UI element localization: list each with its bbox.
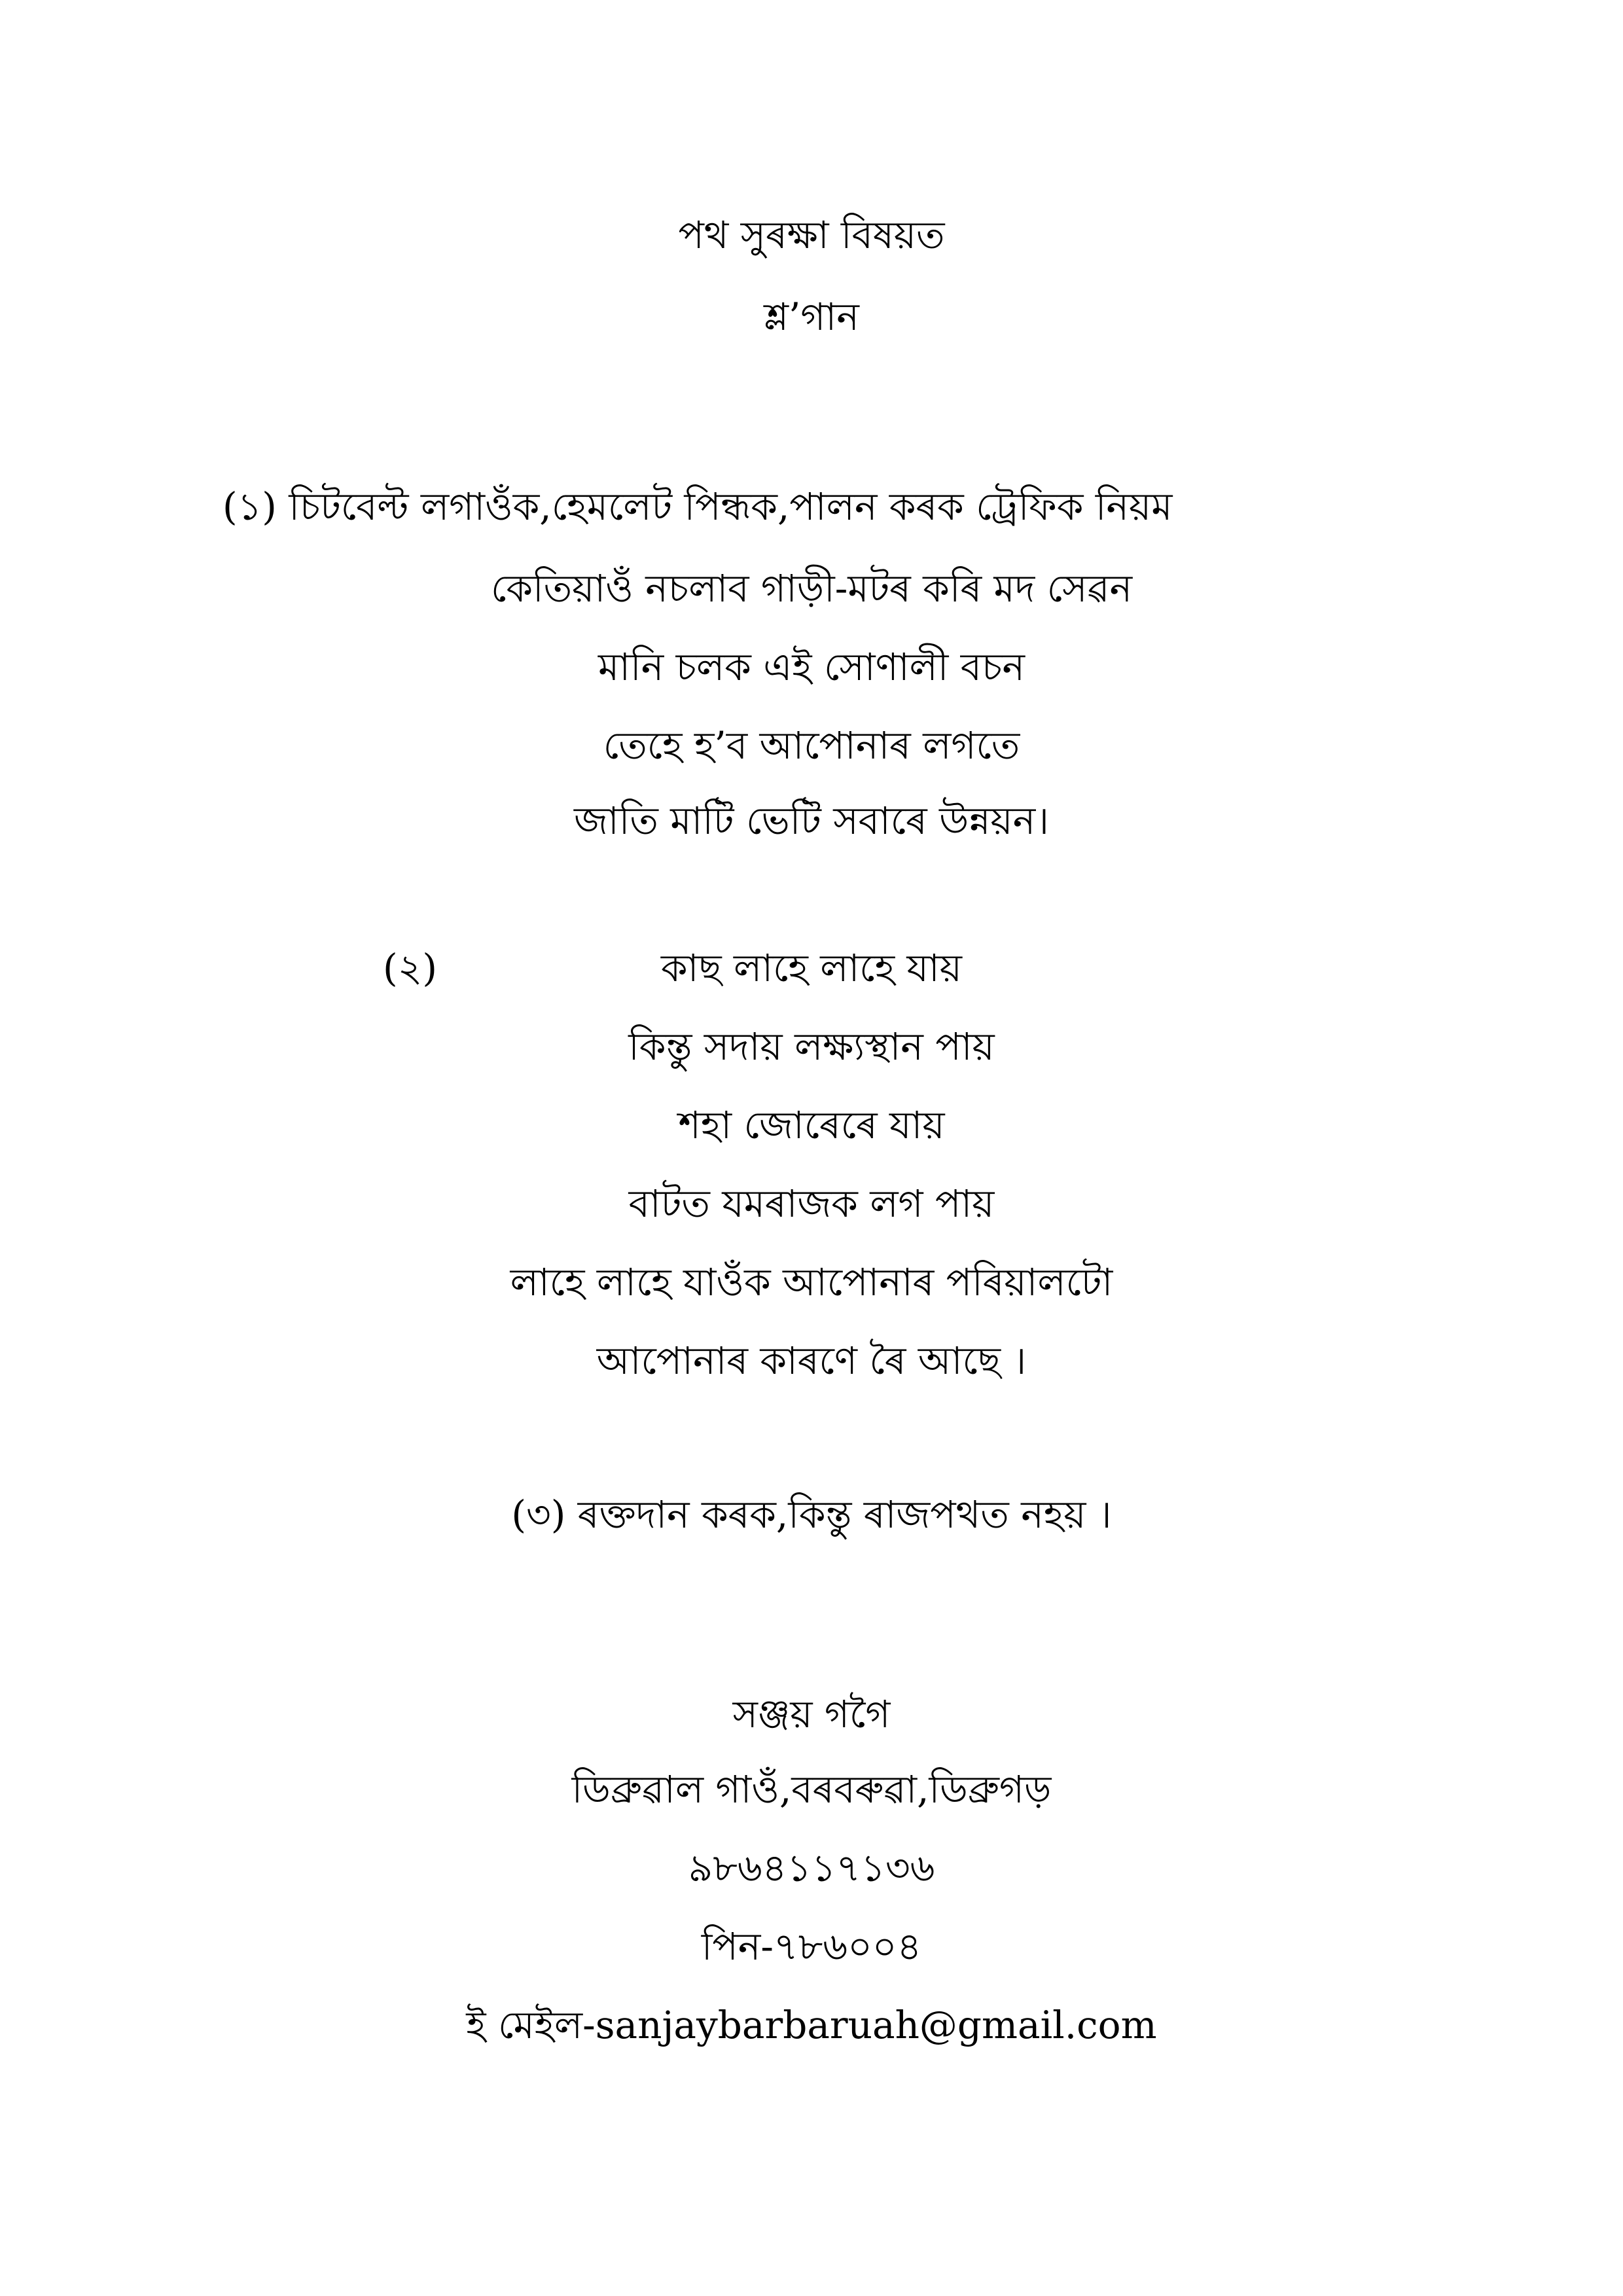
slogan-1-line-3: মানি চলক এই সোণালী বচন [598,645,1025,689]
slogan-2-line-1: কাছ লাহে লাহে যায় [661,946,962,990]
author-phone: ৯৮৬৪১১৭১৩৬ [688,1846,935,1890]
slogan-2-line-5: লাহে লাহে যাওঁক আপোনাৰ পৰিয়ালটো [510,1260,1113,1304]
slogan-2-line-6: আপোনাৰ কাৰণে ৰৈ আছে । [596,1338,1027,1383]
slogan-1-line-2: কেতিয়াওঁ নচলাব গাড়ী-মটৰ কৰি মদ সেৱন [490,566,1133,611]
author-name: সঞ্জয় গগৈ [732,1692,891,1736]
page-subtitle: শ্ল’গান [764,295,859,339]
author-email: ই মেইল-sanjaybarbaruah@gmail.com [466,2003,1157,2047]
slogan-1-number: (১) [223,484,277,529]
slogan-3: (৩) ৰক্তদান কৰক,কিন্তু ৰাজপথত নহয় । [511,1492,1112,1537]
slogan-1-line-1 [223,484,1173,529]
page-title: পথ সুৰক্ষা বিষয়ত [678,213,945,257]
author-pin: পিন-৭৮৬০০৪ [701,1924,922,1969]
slogan-2-line-3: শহা জোৰেৰে যায় [678,1103,945,1147]
slogan-2-number: (২) [383,946,437,990]
slogan-1-line-4: তেহে হ’ব আপোনাৰ লগতে [603,723,1020,768]
slogan-2-line-2: কিন্তু সদায় লক্ষ্যস্থান পায় [628,1024,995,1069]
author-address: ডিব্রুৱাল গাওঁ,বৰবৰুৱা,ডিব্রুগড় [571,1767,1052,1812]
slogan-1-line-5: জাতি মাটি ভেটি সবাৰে উন্নয়ন। [574,798,1049,843]
slogan-2-line-4: বাটত যমৰাজক লগ পায় [628,1181,995,1226]
slogan-1-text: চিটবেল্ট লগাওঁক,হেমলেট পিন্ধক,পালন কৰক ট্রেফিক নিয়ম [289,484,1173,529]
